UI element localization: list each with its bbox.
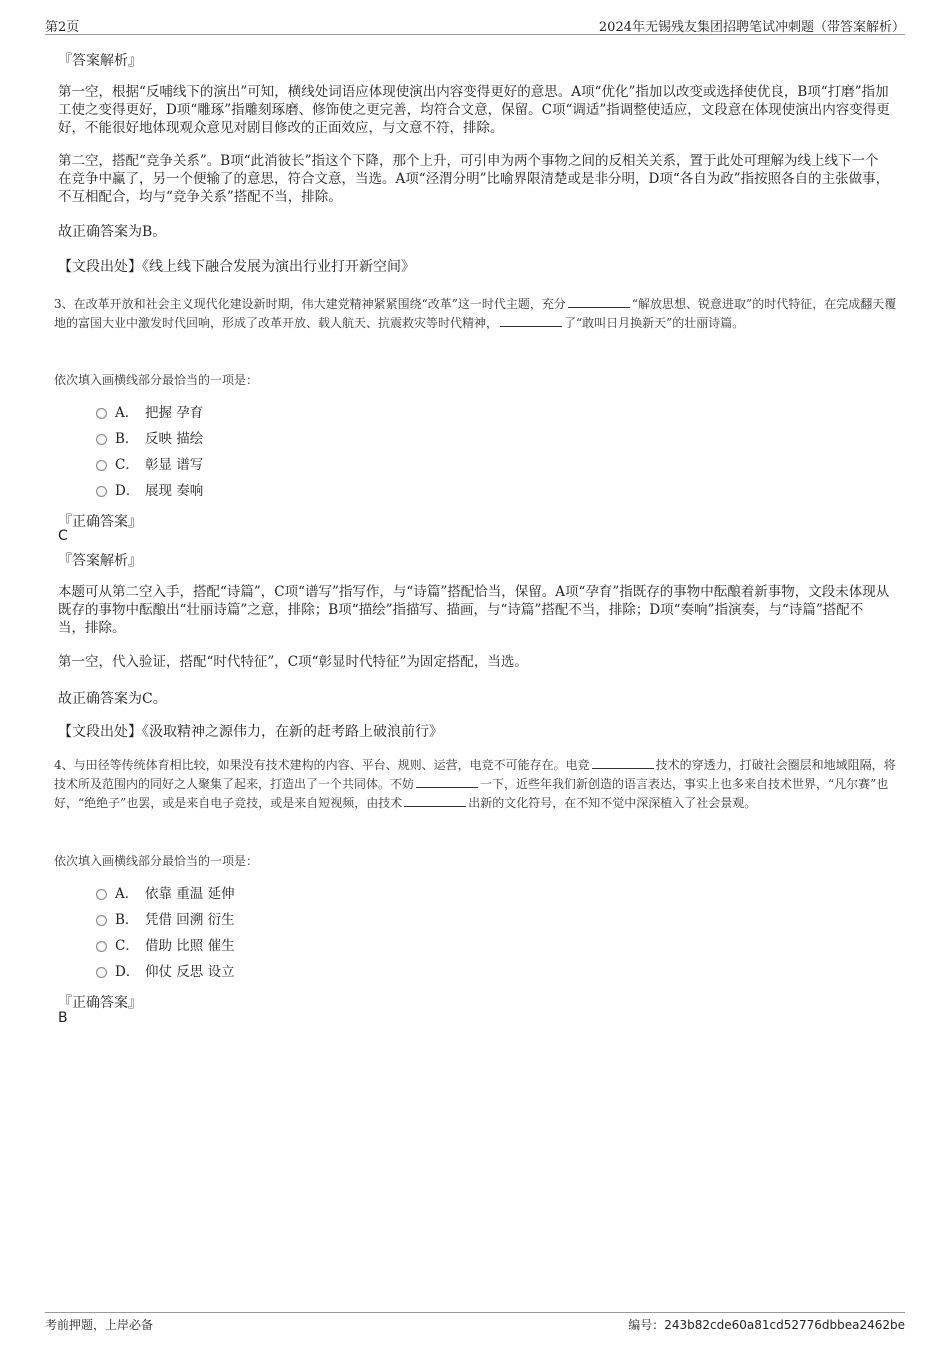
q4-prompt: 依次填入画横线部分最恰当的一项是： <box>54 854 259 868</box>
radio-icon[interactable] <box>96 460 107 471</box>
radio-icon[interactable] <box>96 967 107 978</box>
radio-icon[interactable] <box>96 486 107 497</box>
q4-blank-2 <box>416 775 478 788</box>
document-title: 2024年无锡残友集团招聘笔试冲刺题（带答案解析） <box>598 20 905 35</box>
q3-stem-part-a: 3、在改革开放和社会主义现代化建设新时期，伟大建党精神紧紧围绕“改革”这一时代主题，充分 <box>54 297 566 311</box>
q4-stem-part-b: 技术的穿透力，打破社会圈层和地域阻隔，将技术所及范围内的同好之人聚集了起来，打造出了一个共同体。不妨 <box>54 758 896 791</box>
footer-code-value: 243b82cde60a81cd52776dbbea2462be <box>664 1318 905 1332</box>
q3-answer-label: 『正确答案』 <box>58 514 142 530</box>
q3-answer: C <box>58 528 68 544</box>
q3-option-a[interactable]: A． 把握 孕育 <box>96 403 203 423</box>
footer-code-label: 编号： <box>628 1318 665 1332</box>
q4-stem-part-c: 一下，近些年我们新创造的语言表达，事实上也多来自技术世界，“凡尔赛”也好，“绝绝子”也罢，或是来自电子竞技，或是来自短视频，由技术 <box>54 777 889 810</box>
q4-option-d[interactable]: D． 仰仗 反思 设立 <box>96 962 235 982</box>
q2-source: 【文段出处】《线上线下融合发展为演出行业打开新空间》 <box>58 259 415 275</box>
footer-slogan: 考前押题，上岸必备 <box>45 1318 154 1332</box>
q3-option-c[interactable]: C． 彰显 谱写 <box>96 455 203 475</box>
q4-option-a[interactable]: A． 依靠 重温 延伸 <box>96 884 235 904</box>
radio-icon[interactable] <box>96 434 107 445</box>
page-number: 第2页 <box>45 20 80 35</box>
q4-option-b[interactable]: B． 凭借 回溯 衍生 <box>96 910 235 930</box>
q3-analysis-p2: 第一空，代入验证，搭配“时代特征”，C项“彰显时代特征”为固定搭配，当选。 <box>58 654 528 670</box>
page-footer <box>45 1312 905 1332</box>
q3-analysis-label: 『答案解析』 <box>58 553 142 569</box>
q4-answer: B <box>58 1010 68 1026</box>
q3-conclusion: 故正确答案为C。 <box>58 691 167 707</box>
radio-icon[interactable] <box>96 889 107 900</box>
q3-stem-part-c: 了“敢叫日月换新天”的壮丽诗篇。 <box>564 316 745 330</box>
q3-blank-1 <box>568 295 630 308</box>
q3-option-d[interactable]: D． 展现 奏响 <box>96 481 203 501</box>
q4-stem <box>54 756 904 813</box>
radio-icon[interactable] <box>96 915 107 926</box>
q3-prompt: 依次填入画横线部分最恰当的一项是： <box>54 373 259 387</box>
q3-stem <box>54 295 904 333</box>
radio-icon[interactable] <box>96 941 107 952</box>
q4-stem-part-a: 4、与田径等传统体育相比较，如果没有技术建构的内容、平台、规则、运营，电竞不可能存在。电竞 <box>54 758 590 772</box>
q3-source: 【文段出处】《汲取精神之源伟力，在新的赶考路上破浪前行》 <box>58 724 443 740</box>
q3-blank-2 <box>500 314 562 327</box>
q4-option-c[interactable]: C． 借助 比照 催生 <box>96 936 235 956</box>
footer-code <box>628 1316 905 1333</box>
q2-analysis-p1: 第一空，根据“反哺线下的演出”可知，横线处词语应体现使演出内容变得更好的意思。A项“优化”指加以改变或选择使优良，B项“打磨”指加工使之变得更好，D项“雕琢”指雕刻琢磨、修饰使之更完善，均符合文意，保留。C项“调适”指调整使适应，文段意在体现使演出内容变得更好，不能很好地体现观众意见对剧目修改的正面效应，与文意不符，排除。 <box>58 84 890 136</box>
q2-analysis-p2: 第二空，搭配“竞争关系”。B项“此消彼长”指这个下降，那个上升，可引申为两个事物之间的反相关关系，置于此处可理解为线上线下一个在竞争中赢了，另一个便输了的意思，符合文意，当选。A项“泾渭分明”比喻界限清楚或是非分明，D项“各自为政”指按照各自的主张做事，不互相配合，均与“竞争关系”搭配不当，排除。 <box>58 153 890 205</box>
radio-icon[interactable] <box>96 408 107 419</box>
q3-analysis-p1: 本题可从第二空入手，搭配“诗篇”，C项“谱写”指写作，与“诗篇”搭配恰当，保留。A项“孕育”指既存的事物中酝酿着新事物，文段未体现从既存的事物中酝酿出“壮丽诗篇”之意，排除；B项“描绘”指描写、描画，与“诗篇”搭配不当，排除；D项“奏响”指演奏，与“诗篇”搭配不当，排除。 <box>58 584 890 636</box>
q4-blank-1 <box>592 756 654 769</box>
q3-stem-part-b: “解放思想、锐意进取”的时代特征，在完成翻天覆地的富国大业中激发时代回响，形成了改革开放、载人航天、抗震救灾等时代精神， <box>54 297 897 330</box>
q4-answer-label: 『正确答案』 <box>58 995 142 1011</box>
q3-option-b[interactable]: B． 反映 描绘 <box>96 429 203 449</box>
q4-blank-3 <box>404 794 466 807</box>
q2-analysis-label: 『答案解析』 <box>58 53 142 69</box>
page-header <box>45 14 905 35</box>
q2-conclusion: 故正确答案为B。 <box>58 224 167 240</box>
q4-stem-part-d: 出新的文化符号，在不知不觉中深深植入了社会景观。 <box>468 796 757 810</box>
